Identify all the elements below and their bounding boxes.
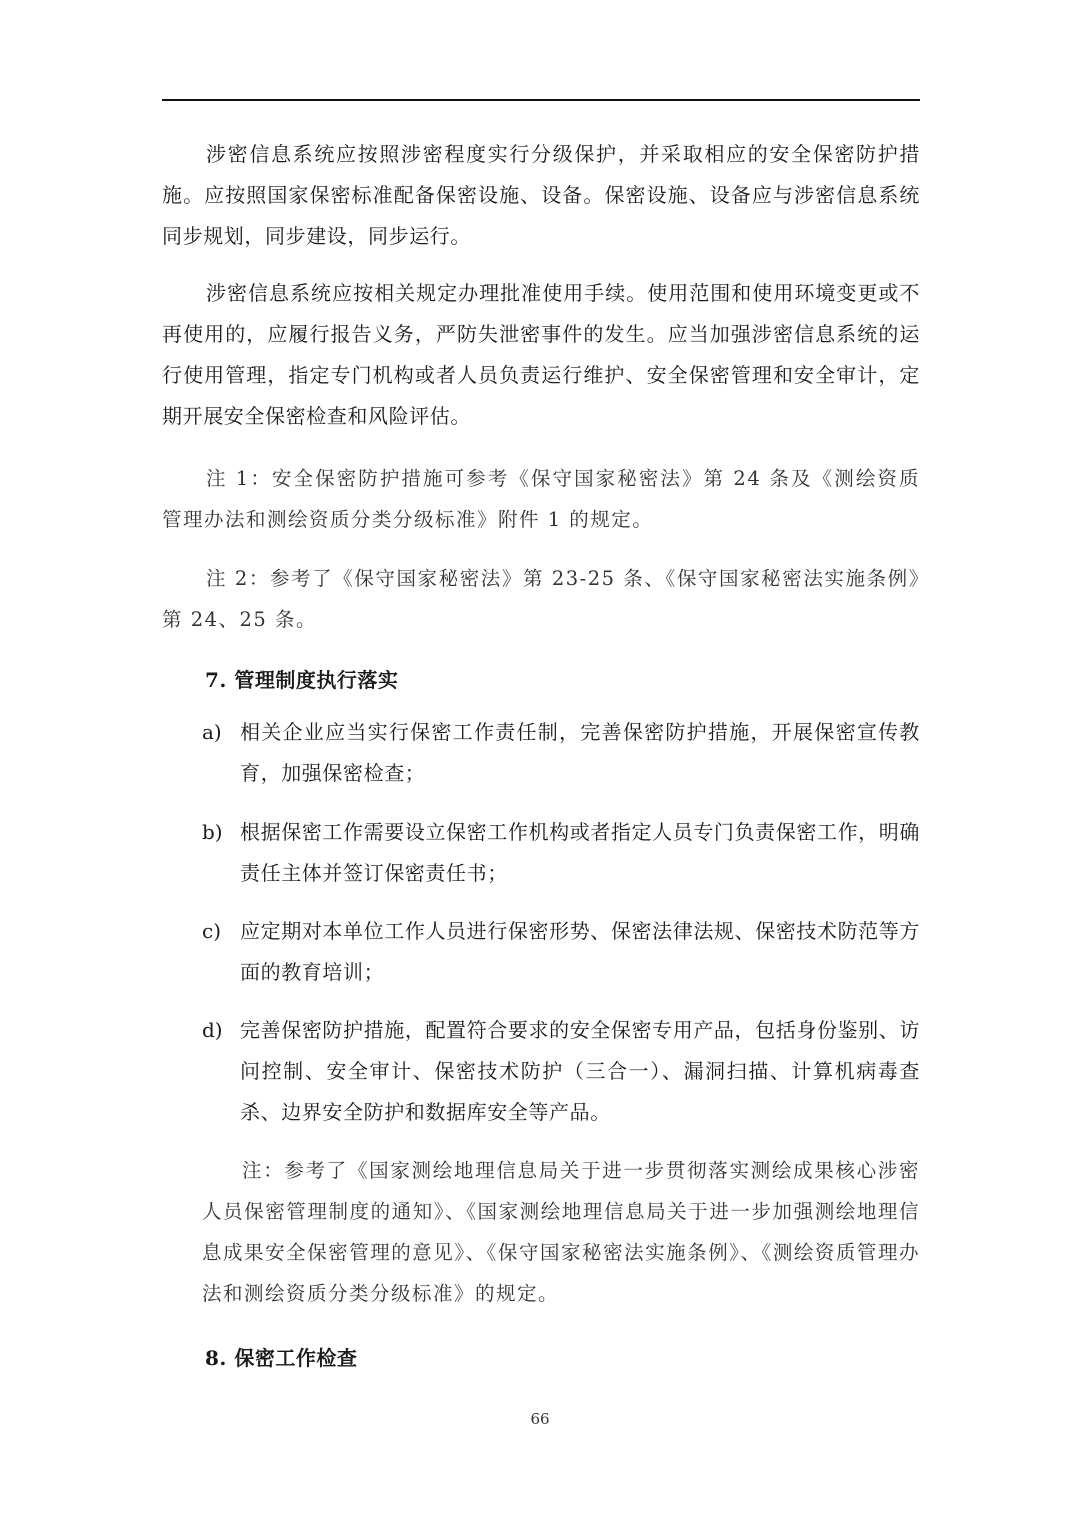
list-item-text: 应定期对本单位工作人员进行保密形势、保密法律法规、保密技术防范等方面的教育培训； <box>240 919 920 984</box>
section-heading-7: 7. 管理制度执行落实 <box>205 668 399 692</box>
list-item-text: 相关企业应当实行保密工作责任制，完善保密防护措施，开展保密宣传教育，加强保密检查； <box>240 720 920 785</box>
section-7-note: 注：参考了《国家测绘地理信息局关于进一步贯彻落实测绘成果核心涉密人员保密管理制度的通知》、《国家测绘地理信息局关于进一步加强测绘地理信息成果安全保密管理的意见》、《保守国家秘密法实施条例》、《测绘资质管理办法和测绘资质分类分级标准》的规定。 <box>202 1159 920 1305</box>
list-marker: a) <box>202 720 222 744</box>
list-item-text: 根据保密工作需要设立保密工作机构或者指定人员专门负责保密工作，明确责任主体并签订保密责任书； <box>240 820 920 885</box>
section-heading-8: 8. 保密工作检查 <box>205 1346 358 1370</box>
body-paragraph: 涉密信息系统应按相关规定办理批准使用手续。使用范围和使用环境变更或不再使用的，应履行报告义务，严防失泄密事件的发生。应当加强涉密信息系统的运行使用管理，指定专门机构或者人员负责运行维护、安全保密管理和安全审计，定期开展安全保密检查和风险评估。 <box>162 281 920 428</box>
list-marker: c) <box>202 919 222 943</box>
list-marker: b) <box>202 820 223 844</box>
note-1: 注 1：安全保密防护措施可参考《保守国家秘密法》第 24 条及《测绘资质管理办法和测绘资质分类分级标准》附件 1 的规定。 <box>162 467 920 531</box>
note-2: 注 2：参考了《保守国家秘密法》第 23-25 条、《保守国家秘密法实施条例》第 24、25 条。 <box>162 567 920 631</box>
body-paragraph: 涉密信息系统应按照涉密程度实行分级保护，并采取相应的安全保密防护措施。应按照国家保密标准配备保密设施、设备。保密设施、设备应与涉密信息系统同步规划，同步建设，同步运行。 <box>162 142 920 248</box>
header-rule <box>162 99 920 101</box>
list-item-text: 完善保密防护措施，配置符合要求的安全保密专用产品，包括身份鉴别、访问控制、安全审计、保密技术防护（三合一）、漏洞扫描、计算机病毒查杀、边界安全防护和数据库安全等产品。 <box>240 1018 920 1124</box>
page-number: 66 <box>530 1410 550 1428</box>
list-marker: d) <box>202 1018 223 1042</box>
